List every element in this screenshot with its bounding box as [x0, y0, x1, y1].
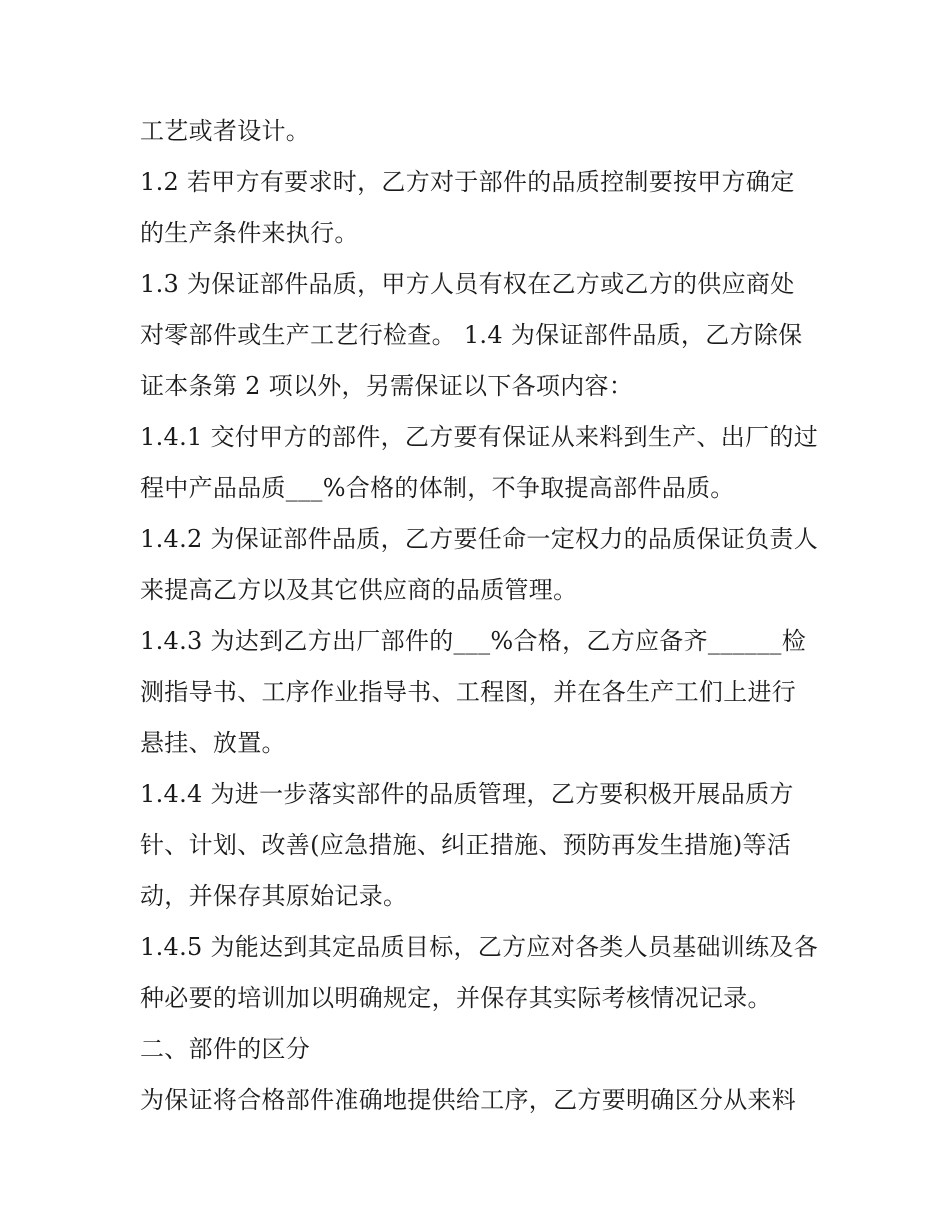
text-line: 测指导书、工序作业指导书、工程图，并在各生产工们上进行 [140, 678, 797, 706]
section-heading: 二、部件的区分 [140, 1035, 311, 1063]
text-line: 针、计划、改善(应急措施、纠正措施、预防再发生措施)等活 [140, 831, 792, 859]
text-line: 悬挂、放置。 [140, 729, 286, 757]
text-line: 1.3 为保证部件品质，甲方人员有权在乙方或乙方的供应商处 [140, 270, 795, 298]
text-line: 工艺或者设计。 [140, 117, 311, 145]
text-line: 动，并保存其原始记录。 [140, 882, 408, 910]
text-line: 1.4.1 交付甲方的部件，乙方要有保证从来料到生产、出厂的过 [140, 423, 818, 451]
text-line: 1.4.5 为能达到其定品质目标，乙方应对各类人员基础训练及各 [140, 933, 818, 961]
text-line: 为保证将合格部件准确地提供给工序，乙方要明确区分从来料 [140, 1086, 797, 1114]
text-line: 种必要的培训加以明确规定，并保存其实际考核情况记录。 [140, 984, 772, 1012]
document-body [140, 106, 820, 1126]
text-line: 证本条第 2 项以外，另需保证以下各项内容： [140, 372, 634, 400]
text-line: 程中产品品质___%合格的体制，不争取提高部件品质。 [140, 474, 735, 502]
text-line: 1.4.2 为保证部件品质，乙方要任命一定权力的品质保证负责人 [140, 525, 818, 553]
text-line: 来提高乙方以及其它供应商的品质管理。 [140, 576, 578, 604]
text-line: 1.2 若甲方有要求时，乙方对于部件的品质控制要按甲方确定 [140, 168, 795, 196]
text-line: 对零部件或生产工艺行检查。 1.4 为保证部件品质，乙方除保 [140, 321, 803, 349]
text-line: 的生产条件来执行。 [140, 219, 359, 247]
text-line: 1.4.4 为进一步落实部件的品质管理，乙方要积极开展品质方 [140, 780, 794, 808]
text-line: 1.4.3 为达到乙方出厂部件的___%合格，乙方应备齐______检 [140, 627, 806, 655]
